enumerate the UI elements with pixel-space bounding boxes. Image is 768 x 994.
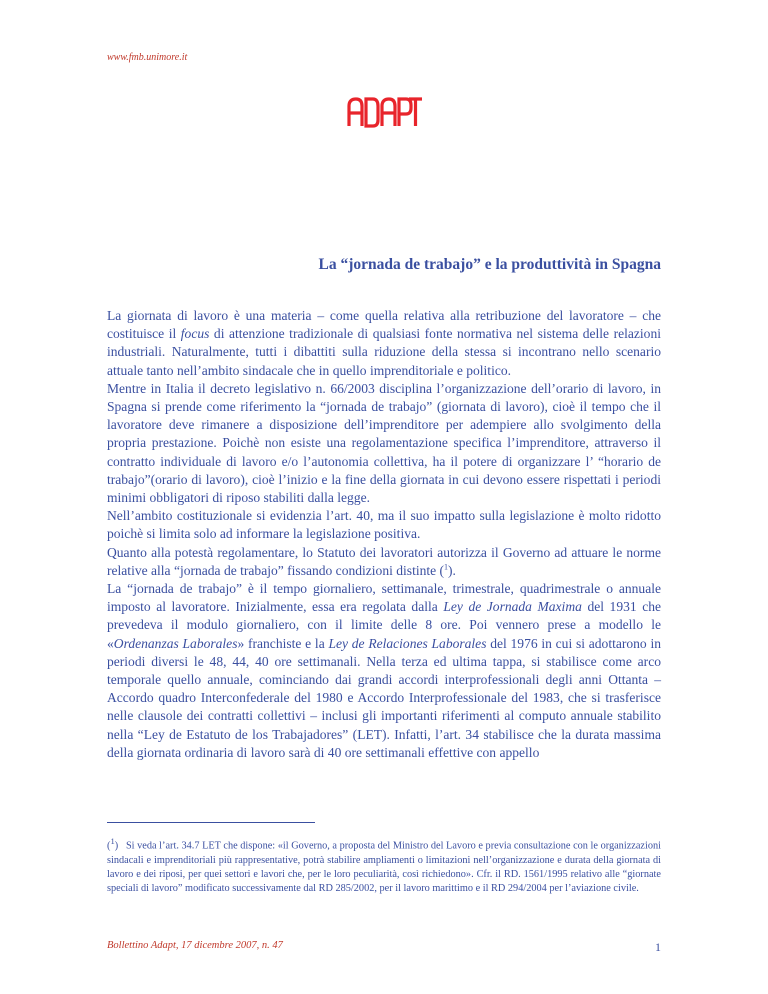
article-body <box>107 307 661 762</box>
footnote-marker: 1 <box>110 836 115 846</box>
p1-text-c: di attenzione tradizionale di qualsiasi fonte normativa nel sistema delle relazioni industriali. Naturalmente, tutti i dibattiti sulla riduzione della stessa si incontrano nello scenario attuale tanto nell’ambito sindacale che in quello imprenditoriale e politico. <box>107 326 661 378</box>
p5-text-italic-1: Ley de Jornada Maxima <box>443 599 582 615</box>
adapt-logo-graphic <box>347 96 423 128</box>
adapt-logo <box>347 96 423 128</box>
footnote-text: Si veda l’art. 34.7 LET che dispone: «il Governo, a proposta del Ministro del Lavoro e previa consultazione con le organizzazioni sindacali e imprenditoriali più rappresentative, potrà stabilire ampliamenti o limitazioni nell’organizzazione e durata della giornata di lavoro e dei riposi, per quei settori e lavori che, per le loro peculiarità, così richiedono». Cfr. il RD. 1561/1995 relativo alle “giornate speciali di lavoro” modificato successivamente dal RD 285/2002, per il lavoro marittimo e il RD 294/2004 per l’aviazione civile. <box>107 840 661 895</box>
paragraph-3: Nell’ambito costituzionale si evidenzia l’art. 40, ma il suo impatto sulla legislazione è molto ridotto poichè si limita solo ad informare la legislazione positiva. <box>107 508 661 542</box>
paragraph-1 <box>107 307 661 380</box>
paragraph-4 <box>107 544 661 580</box>
article-title: La “jornada de trabajo” e la produttività in Spagna <box>318 256 661 273</box>
p5-text-c: del 1931 che prevedeva il modulo giornaliero, con il limite delle 8 ore. Poi vennero prese a modello le « <box>107 599 661 651</box>
p5-text-italic-2: Ordenanzas Laborales <box>113 635 238 651</box>
paragraph-5 <box>107 580 661 762</box>
footnote: ($^1$) Si veda l’art. 34.7 LET che dispone: «il Governo, a proposta del Ministro del Lavoro e previa consultazione con le organizzazioni sindacali e imprenditoriali più rappresentative, potrà stabilire ampliamenti o limitazioni nell’organizzazione e durata della giornata di lavoro e dei riposi, per quei settori e lavori che, per le loro peculiarità, così richiedono». Cfr. il RD. 1561/1995 relativo alle “giornate speciali di lavoro” modificato successivamente dal RD 285/2002, per il lavoro marittimo e il RD 294/2004 per l’aviazione civile. <box>107 836 661 895</box>
footer-bulletin: Bollettino Adapt, 17 dicembre 2007, n. 47 <box>107 940 283 951</box>
p1-text-italic: focus <box>180 326 210 342</box>
page-number: 1 <box>655 940 661 954</box>
paragraph-2: Mentre in Italia il decreto legislativo n. 66/2003 disciplina l’organizzazione dell’orario di lavoro, in Spagna si prende come riferimento la “jornada de trabajo” (giornata di lavoro), cioè il tempo che il lavoratore deve rimanere a disposizione dell’imprenditore per adempiere allo svolgimento della propria prestazione. Poichè non esiste una regolamentazione specifica l’imprenditore, attraverso il contratto individuale di lavoro e/o l’autonomia collettiva, ha il potere di organizzare l’ “horario de trabajo”(orario di lavoro), cioè l’inizio e la fine della giornata in cui devono essere rispettati i periodi minimi obbligatori di riposo stabiliti dalla legge. <box>107 380 661 506</box>
p4-text-a: Quanto alla potestà regolamentare, lo Statuto dei lavoratori autorizza il Governo ad attuare le norme relative alla “jornada de trabajo” fissando condizioni distinte ( <box>107 544 661 578</box>
p4-text-b: ). <box>448 562 456 578</box>
p5-text-a: La “jornada de trabajo” è il tempo giornaliero, settimanale, trimestrale, quadrimestrale o annuale imposto al lavoratore. Inizialmente, essa era regolata dalla <box>107 581 661 615</box>
p5-text-italic-3: Ley de Relaciones Laborales <box>328 635 487 651</box>
p5-text-e: » franchiste e la <box>237 635 329 651</box>
p5-text-g: del 1976 in cui si adottarono in periodi diversi le 48, 44, 40 ore settimanali. Nella terza ed ultima tappa, si stabilisce come arco temporale quello annuale, cominciando dai grandi accordi interprofessionali degli anni Ottanta – Accordo quadro Interconfederale del 1980 e Accordo Interprofessionale del 1983, che si trasferisce nelle clausole dei contratti collettivi – inclusi gli importanti riferimenti al computo annuale stabilito nella “Ley de Estatuto de los Trabajadores” (LET). Infatti, l’art. 34 stabilisce che la durata massima della giornata ordinaria di lavoro sarà di 40 ore settimanali effettive con appello <box>107 635 661 760</box>
footnote-divider <box>107 822 315 823</box>
p1-text-a: La giornata di lavoro è una materia – come quella relativa alla retribuzione del lavoratore – che costituisce il <box>107 308 661 342</box>
footnote-ref[interactable]: 1 <box>444 562 449 572</box>
header-url[interactable]: www.fmb.unimore.it <box>107 52 188 63</box>
